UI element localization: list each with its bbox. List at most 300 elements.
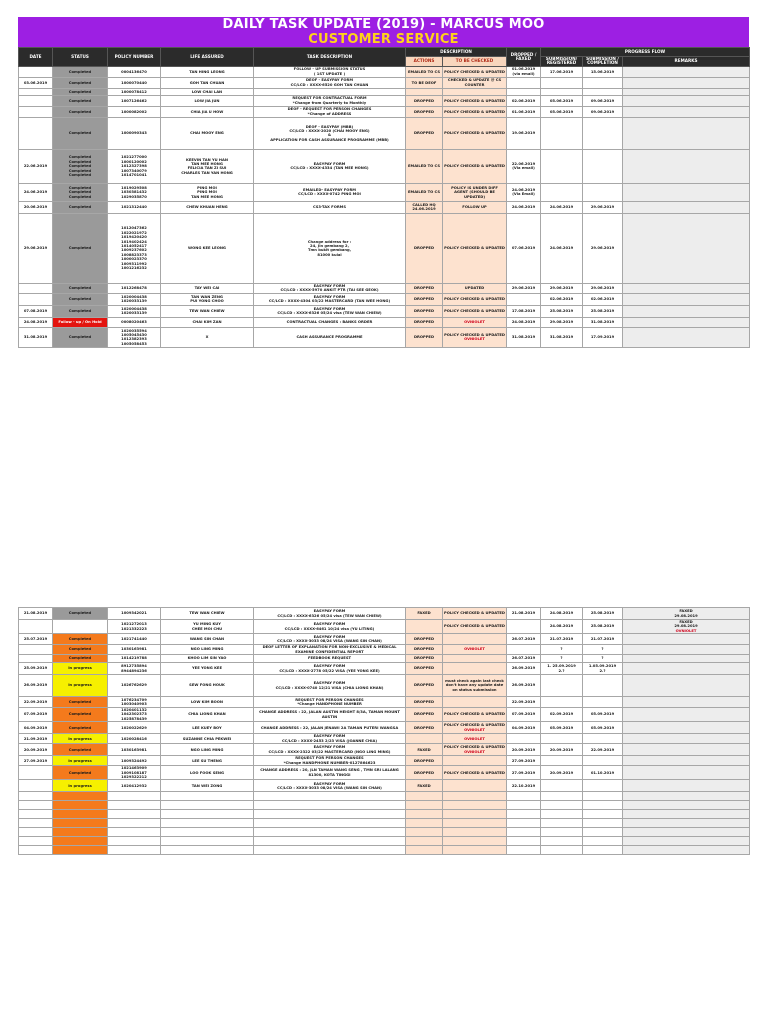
table-row: [19, 327, 750, 347]
empty-cell: [161, 801, 254, 810]
table-row: [19, 283, 750, 293]
cell-task: DEOF LETTER OF EXPLANATION FOR NON-EXCLUSIVE & MEDICAL EXAMINE CONFIDENTIAL REPORT: [254, 645, 406, 655]
cell-status: [53, 620, 108, 634]
cell-life: LEE KUEY BOY: [161, 722, 254, 734]
cell-date: 20.09.2019: [19, 744, 53, 756]
empty-cell: [53, 846, 108, 855]
header-sub-reg: SUBMISSION/ REGISTERED: [541, 57, 583, 67]
cell-life: KHOO LIM SIN YAO: [161, 655, 254, 663]
cell-date: 31.08.2019: [19, 327, 53, 347]
empty-cell: [161, 792, 254, 801]
cell-tobe: [443, 756, 507, 766]
empty-cell: [254, 792, 406, 801]
empty-cell: [541, 819, 583, 828]
table-row: [19, 95, 750, 106]
cell-scomp: 09.06.2019: [583, 106, 623, 117]
empty-cell: [406, 819, 443, 828]
empty-row: [19, 837, 750, 846]
cell-scomp: [583, 88, 623, 95]
cell-life: CHIA LIONG KHAN: [161, 708, 254, 722]
cell-remarks: [623, 655, 750, 663]
cell-remarks: [623, 183, 750, 201]
cell-remarks: FAXED 29.08.2019 OVNIOLET: [623, 620, 750, 634]
cell-sreg: 24.06.2019: [541, 201, 583, 213]
cell-sreg: [541, 88, 583, 95]
cell-life: CHIA JIA U HOW: [161, 106, 254, 117]
empty-cell: [443, 801, 507, 810]
header-task: TASK DESCRIPTION: [254, 48, 406, 67]
cell-dropped: 29.06.2019: [507, 283, 541, 293]
table-row: [19, 305, 750, 317]
cell-remarks: FAXED 29.08.2019: [623, 608, 750, 620]
empty-cell: [161, 846, 254, 855]
cell-status: Completed: [53, 327, 108, 347]
cell-sreg: ?: [541, 655, 583, 663]
empty-cell: [507, 801, 541, 810]
empty-cell: [161, 828, 254, 837]
cell-action: DROPPED: [406, 293, 443, 305]
cell-tobe: [443, 634, 507, 645]
cell-policy: 1021277000 1000120002 1012327398 1007340079 1014701041: [108, 149, 161, 183]
cell-status: Completed Completed Completed Completed Completed: [53, 149, 108, 183]
cell-sreg: [541, 117, 583, 149]
cell-scomp: 15.06.2019: [583, 66, 623, 77]
cell-sreg: 31.08.2019: [541, 327, 583, 347]
cell-status: Completed: [53, 293, 108, 305]
cell-scomp: ?: [583, 645, 623, 655]
cell-tobe: POLICY CHECKED & UPDATED: [443, 213, 507, 283]
cell-scomp: 29.06.2019: [583, 283, 623, 293]
cell-task: EASYPAY FORM CC/LCD : XXXX-0740 12/21 VISA (CHIA LIONG KHAN): [254, 675, 406, 697]
empty-cell: [108, 828, 161, 837]
cell-policy: 1021312440: [108, 201, 161, 213]
cell-sreg: [541, 183, 583, 201]
empty-cell: [406, 828, 443, 837]
cell-action: DROPPED: [406, 756, 443, 766]
cell-scomp: 29.06.2019: [583, 201, 623, 213]
sheet-title: DAILY TASK UPDATE (2019) - MARCUS MOO: [18, 17, 749, 32]
empty-cell: [623, 810, 750, 819]
cell-date: 07.08.2019: [19, 305, 53, 317]
empty-cell: [623, 837, 750, 846]
cell-task: EASYPAY FORM CC/LCD : XXXX-2453 2/23 VISA (JOANNE CHIA): [254, 734, 406, 744]
cell-action: DROPPED: [406, 663, 443, 675]
cell-remarks: [623, 744, 750, 756]
cell-sreg: 05.06.2019: [541, 106, 583, 117]
empty-cell: [623, 846, 750, 855]
cell-remarks: [623, 88, 750, 95]
cell-tobe: must check again last check don't have any update date on status submission: [443, 675, 507, 697]
empty-cell: [19, 837, 53, 846]
cell-date: 07.09.2019: [19, 708, 53, 722]
cell-life: PING MOI PING MOI TAN MEE HONG: [161, 183, 254, 201]
table-row: [19, 317, 750, 327]
cell-sreg: [541, 697, 583, 708]
cell-sreg: ?: [541, 645, 583, 655]
cell-sreg: 24.06.2019: [541, 213, 583, 283]
cell-task: REQUEST FOR PERSON CHANGES *Change HANDPHONE NUMBER: [254, 697, 406, 708]
cell-status: Completed: [53, 77, 108, 88]
table-row: [19, 675, 750, 697]
cell-policy: 1020004438 1020033139: [108, 305, 161, 317]
cell-action: [406, 734, 443, 744]
cell-status: In progress: [53, 675, 108, 697]
cell-date: 04.09.2019: [19, 722, 53, 734]
header-tobe: TO BE CHECKED: [443, 57, 507, 67]
cell-dropped: 24.06.2019 (Via Email): [507, 183, 541, 201]
cell-action: DROPPED: [406, 708, 443, 722]
cell-policy: 1026762629: [108, 675, 161, 697]
cell-life: SUZANNE CHIA PEKWEI: [161, 734, 254, 744]
empty-cell: [406, 846, 443, 855]
empty-cell: [507, 846, 541, 855]
cell-date: 26.09.2019: [19, 675, 53, 697]
cell-policy: 1030163981: [108, 744, 161, 756]
cell-sreg: [541, 149, 583, 183]
cell-tobe: UPDATED: [443, 283, 507, 293]
cell-life: KEEVIN TAN YU HAN TAN MEE HONG FELICIA TAN ZI SUI CHARLES TAN YAN HONG: [161, 149, 254, 183]
cell-task: FEEDBOOK REQUEST: [254, 655, 406, 663]
cell-policy: 1020035594 1005045430 1012382393 1005058453: [108, 327, 161, 347]
cell-status: Completed: [53, 117, 108, 149]
table-row: [19, 66, 750, 77]
cell-action: [406, 88, 443, 95]
cell-remarks: [623, 283, 750, 293]
empty-cell: [583, 792, 623, 801]
empty-cell: [443, 819, 507, 828]
empty-cell: [19, 846, 53, 855]
cell-remarks: [623, 77, 750, 88]
cell-dropped: 20.09.2019: [507, 744, 541, 756]
empty-cell: [254, 846, 406, 855]
cell-tobe: POLICY CHECKED & UPDATED: [443, 708, 507, 722]
cell-task: EASYPAY FORM CC/LCD : XXXX-4334 (TAN MEE HONG): [254, 149, 406, 183]
cell-sreg: 25.08.2019: [541, 305, 583, 317]
cell-date: 24.08.2019: [19, 317, 53, 327]
task-table-top: [18, 47, 750, 348]
cell-remarks: [623, 675, 750, 697]
table-row: [19, 655, 750, 663]
cell-sreg: [541, 780, 583, 792]
empty-cell: [161, 819, 254, 828]
cell-tobe: POLICY CHECKED & UPDATED: [443, 766, 507, 780]
table-row: [19, 293, 750, 305]
cell-tobe: POLICY CHECKED & UPDATED OVNIOLET: [444, 745, 505, 754]
table-row: [19, 608, 750, 620]
cell-sreg: 1. 25.09.2019 2.?: [541, 663, 583, 675]
empty-cell: [541, 801, 583, 810]
sheet-top: [18, 17, 749, 348]
cell-action: DROPPED: [406, 213, 443, 283]
empty-cell: [254, 819, 406, 828]
cell-scomp: 01.10.2019: [583, 766, 623, 780]
cell-action: DROPPED: [406, 117, 443, 149]
empty-cell: [541, 828, 583, 837]
cell-date: 25.07.2019: [19, 634, 53, 645]
cell-date: 22.09.2019: [19, 697, 53, 708]
cell-remarks: [623, 780, 750, 792]
empty-cell: [583, 846, 623, 855]
cell-policy: 1019029508 1030381432 1029035870: [108, 183, 161, 201]
empty-row: [19, 819, 750, 828]
cell-policy: 1000070440: [108, 77, 161, 88]
cell-dropped: 01.06.2019 (via email): [507, 66, 541, 77]
table-row: [19, 183, 750, 201]
cell-action: FAXED: [406, 780, 443, 792]
cell-scomp: 21.07.2019: [583, 634, 623, 645]
cell-life: WANG SIN CHAN: [161, 634, 254, 645]
cell-tobe: POLICY CHECKED & UPDATED OVNIOLET: [443, 327, 507, 347]
cell-dropped: 04.09.2019: [507, 722, 541, 734]
cell-action: EMAILED TO CS: [406, 66, 443, 77]
table-row: [19, 645, 750, 655]
cell-task: CHANGE ADDRESS : 20, JLN TAMAN WANG SENG , TMN SRI LALANG 81300, KOTA TINGGI: [254, 766, 406, 780]
cell-status: Completed: [53, 88, 108, 95]
cell-dropped: [507, 88, 541, 95]
cell-tobe: OVNIOLET: [443, 645, 507, 655]
empty-cell: [254, 828, 406, 837]
cell-status: Completed: [53, 697, 108, 708]
cell-dropped: 22.09.2019: [507, 697, 541, 708]
cell-remarks: [623, 708, 750, 722]
empty-row: [19, 846, 750, 855]
cell-scomp: 05.09.2019: [583, 708, 623, 722]
empty-cell: [254, 801, 406, 810]
cell-dropped: [507, 620, 541, 634]
cell-remarks: [623, 697, 750, 708]
empty-cell: [541, 846, 583, 855]
cell-remarks: [623, 117, 750, 149]
cell-date: [19, 283, 53, 293]
empty-cell: [623, 792, 750, 801]
cell-policy: 1021272013 1021332223: [108, 620, 161, 634]
empty-cell: [583, 801, 623, 810]
cell-action: TO BE DEOF: [406, 77, 443, 88]
cell-sreg: 02.06.2019: [541, 293, 583, 305]
cell-scomp: 31.08.2019: [583, 317, 623, 327]
cell-action: DROPPED: [406, 655, 443, 663]
cell-policy: 1021463909 1009108187 1029322212: [108, 766, 161, 780]
cell-tobe: POLICY CHECKED & UPDATED: [443, 608, 507, 620]
empty-cell: [53, 828, 108, 837]
table-row: [19, 149, 750, 183]
cell-remarks: [623, 766, 750, 780]
cell-scomp: [583, 780, 623, 792]
cell-scomp: [583, 756, 623, 766]
empty-cell: [443, 828, 507, 837]
empty-cell: [443, 810, 507, 819]
cell-tobe: POLICY CHECKED & UPDATED: [443, 149, 507, 183]
cell-dropped: 24.06.2019: [507, 201, 541, 213]
cell-scomp: [583, 675, 623, 697]
cell-life: TAY WEI CAI: [161, 283, 254, 293]
empty-cell: [443, 792, 507, 801]
cell-action: DROPPED: [406, 645, 443, 655]
empty-cell: [541, 792, 583, 801]
cell-scomp: 25.08.2019: [583, 608, 623, 620]
table-row: [19, 708, 750, 722]
cell-policy: 1012047362 1022021972 1019420420 1019402424 1014052417 1009237602 1008823373 1000023370 1009311992 1001216232: [108, 213, 161, 283]
cell-date: [19, 645, 53, 655]
cell-tobe: POLICY CHECKED & UPDATED: [443, 293, 507, 305]
empty-cell: [108, 792, 161, 801]
empty-cell: [507, 819, 541, 828]
cell-date: [19, 655, 53, 663]
cell-task: EASYPAY FORM CC/LCD : XXXX-6461 10/24 visa (YU LITING): [254, 620, 406, 634]
empty-row: [19, 810, 750, 819]
table-row: [19, 722, 750, 734]
header-life: LIFE ASSURED: [161, 48, 254, 67]
cell-status: Completed: [53, 305, 108, 317]
cell-remarks: [623, 722, 750, 734]
cell-tobe: POLICY IS UNDER DIFF AGENT (SHOULD BE UPDATED): [443, 183, 507, 201]
cell-status: Completed: [53, 213, 108, 283]
empty-cell: [443, 837, 507, 846]
header-description: DESCRIPTION: [406, 48, 507, 57]
cell-task: EASYPAY FORM CC/LCD : XXXX-2322 03/22 MASTERCARD (NGO LING MING): [254, 744, 406, 756]
cell-sreg: [541, 675, 583, 697]
header-actions: ACTIONS: [406, 57, 443, 67]
cell-scomp: 25.08.2019: [583, 305, 623, 317]
cell-task: REQUEST FOR CONTRACTUAL FORM *Change from Quarterly to Monthly: [254, 95, 406, 106]
cell-life: TAN HING LEONG: [161, 66, 254, 77]
cell-tobe: POLICY CHECKED & UPDATED OVNIOLET: [444, 723, 505, 732]
cell-date: 27.09.2019: [19, 756, 53, 766]
cell-status: Completed: [53, 201, 108, 213]
cell-status: Completed Completed Completed: [53, 183, 108, 201]
cell-life: TEW WAN CHIEW: [161, 608, 254, 620]
cell-life: WONG KEE LEONG: [161, 213, 254, 283]
cell-scomp: 29.06.2019: [583, 213, 623, 283]
cell-action: EMAILED TO CS: [406, 183, 443, 201]
table-row: [19, 213, 750, 283]
empty-cell: [254, 837, 406, 846]
cell-sreg: 21.07.2019: [541, 634, 583, 645]
task-rows-bottom: [19, 608, 750, 855]
cell-sreg: 20.09.2019: [541, 766, 583, 780]
cell-remarks: [623, 634, 750, 645]
cell-life: TAN WEI ZONG: [161, 780, 254, 792]
header-policy: POLICY NUMBER: [108, 48, 161, 67]
cell-status: Follow - up / On Hold: [53, 317, 108, 327]
cell-date: 20.06.2019: [19, 201, 53, 213]
cell-remarks: [623, 66, 750, 77]
cell-dropped: 07.09.2019: [507, 708, 541, 722]
empty-cell: [507, 810, 541, 819]
cell-date: 29.06.2019: [19, 213, 53, 283]
cell-sreg: 17.06.2019: [541, 66, 583, 77]
task-rows-top: [19, 66, 750, 347]
table-row: [19, 201, 750, 213]
cell-life: CHAI KIM ZAN: [161, 317, 254, 327]
cell-policy: 1009342021: [108, 608, 161, 620]
cell-policy: 1020028416: [108, 734, 161, 744]
cell-life: X: [161, 327, 254, 347]
cell-task: EASYPAY FORM CC/LCD : XXXX-6326 05/24 visa (TEW WAN CHIEW): [254, 305, 406, 317]
cell-date: [19, 620, 53, 634]
cell-date: [19, 780, 53, 792]
cell-sreg: 20.09.2019: [541, 744, 583, 756]
cell-status: Completed: [53, 655, 108, 663]
cell-date: 21.09.2019: [19, 734, 53, 744]
cell-sreg: [541, 734, 583, 744]
cell-action: DROPPED: [406, 722, 443, 734]
empty-cell: [583, 819, 623, 828]
cell-tobe: POLICY CHECKED & UPDATED: [443, 95, 507, 106]
empty-cell: [406, 801, 443, 810]
cell-sreg: 02.09.2019: [541, 708, 583, 722]
cell-remarks: [623, 201, 750, 213]
cell-scomp: 22.09.2019: [583, 744, 623, 756]
cell-date: [19, 88, 53, 95]
header-date: DATE: [19, 48, 53, 67]
cell-date: 21.08.2019: [19, 608, 53, 620]
empty-cell: [19, 792, 53, 801]
cell-life: LOO FOOK SENG: [161, 766, 254, 780]
cell-action: DROPPED: [406, 106, 443, 117]
cell-sreg: 24.08.2019: [541, 620, 583, 634]
empty-cell: [254, 810, 406, 819]
cell-dropped: 24.08.2019: [507, 317, 541, 327]
cell-life: CHAI MOOY ENG: [161, 117, 254, 149]
header-status: STATUS: [53, 48, 108, 67]
cell-task: CASH ASSURANCE PROGRAMME: [254, 327, 406, 347]
empty-cell: [507, 837, 541, 846]
cell-dropped: 19.06.2019: [507, 117, 541, 149]
cell-status: Completed: [53, 283, 108, 293]
cell-sreg: 05.06.2019: [541, 95, 583, 106]
empty-cell: [583, 810, 623, 819]
empty-cell: [161, 837, 254, 846]
empty-cell: [19, 819, 53, 828]
cell-date: [19, 766, 53, 780]
cell-action: DROPPED: [406, 697, 443, 708]
empty-cell: [443, 846, 507, 855]
cell-sreg: [541, 77, 583, 88]
table-row: [19, 756, 750, 766]
cell-life: NGO LING MING: [161, 744, 254, 756]
cell-remarks: [623, 106, 750, 117]
sheet-bottom: [18, 607, 749, 855]
cell-scomp: 05.09.2019: [583, 722, 623, 734]
cell-dropped: 27.09.2019: [507, 756, 541, 766]
header-dropped: DROPPED / FAXED: [507, 48, 541, 67]
cell-policy: 1021741440: [108, 634, 161, 645]
cell-remarks: [623, 293, 750, 305]
cell-status: Completed: [53, 722, 108, 734]
cell-life: LOW JIA JUN: [161, 95, 254, 106]
cell-scomp: 17.09.2019: [583, 327, 623, 347]
table-row: [19, 88, 750, 95]
empty-cell: [108, 846, 161, 855]
empty-cell: [623, 801, 750, 810]
empty-cell: [53, 819, 108, 828]
empty-cell: [53, 837, 108, 846]
cell-remarks: [623, 663, 750, 675]
empty-cell: [53, 792, 108, 801]
cell-date: 25.09.2019: [19, 663, 53, 675]
empty-cell: [19, 828, 53, 837]
cell-dropped: 22.06.2019 (Via email): [507, 149, 541, 183]
cell-action: EMAILED TO CS: [406, 149, 443, 183]
table-row: [19, 106, 750, 117]
header-remarks: REMARKS: [623, 57, 750, 67]
cell-status: In progress: [53, 663, 108, 675]
cell-task: EMAILED- EASYPAY FORM CC/LCD : XXXX-0742 PING MOI: [254, 183, 406, 201]
cell-tobe: CHECKED & UPDATE @ CS COUNTER: [443, 77, 507, 88]
cell-scomp: [583, 183, 623, 201]
cell-action: DROPPED: [406, 317, 443, 327]
